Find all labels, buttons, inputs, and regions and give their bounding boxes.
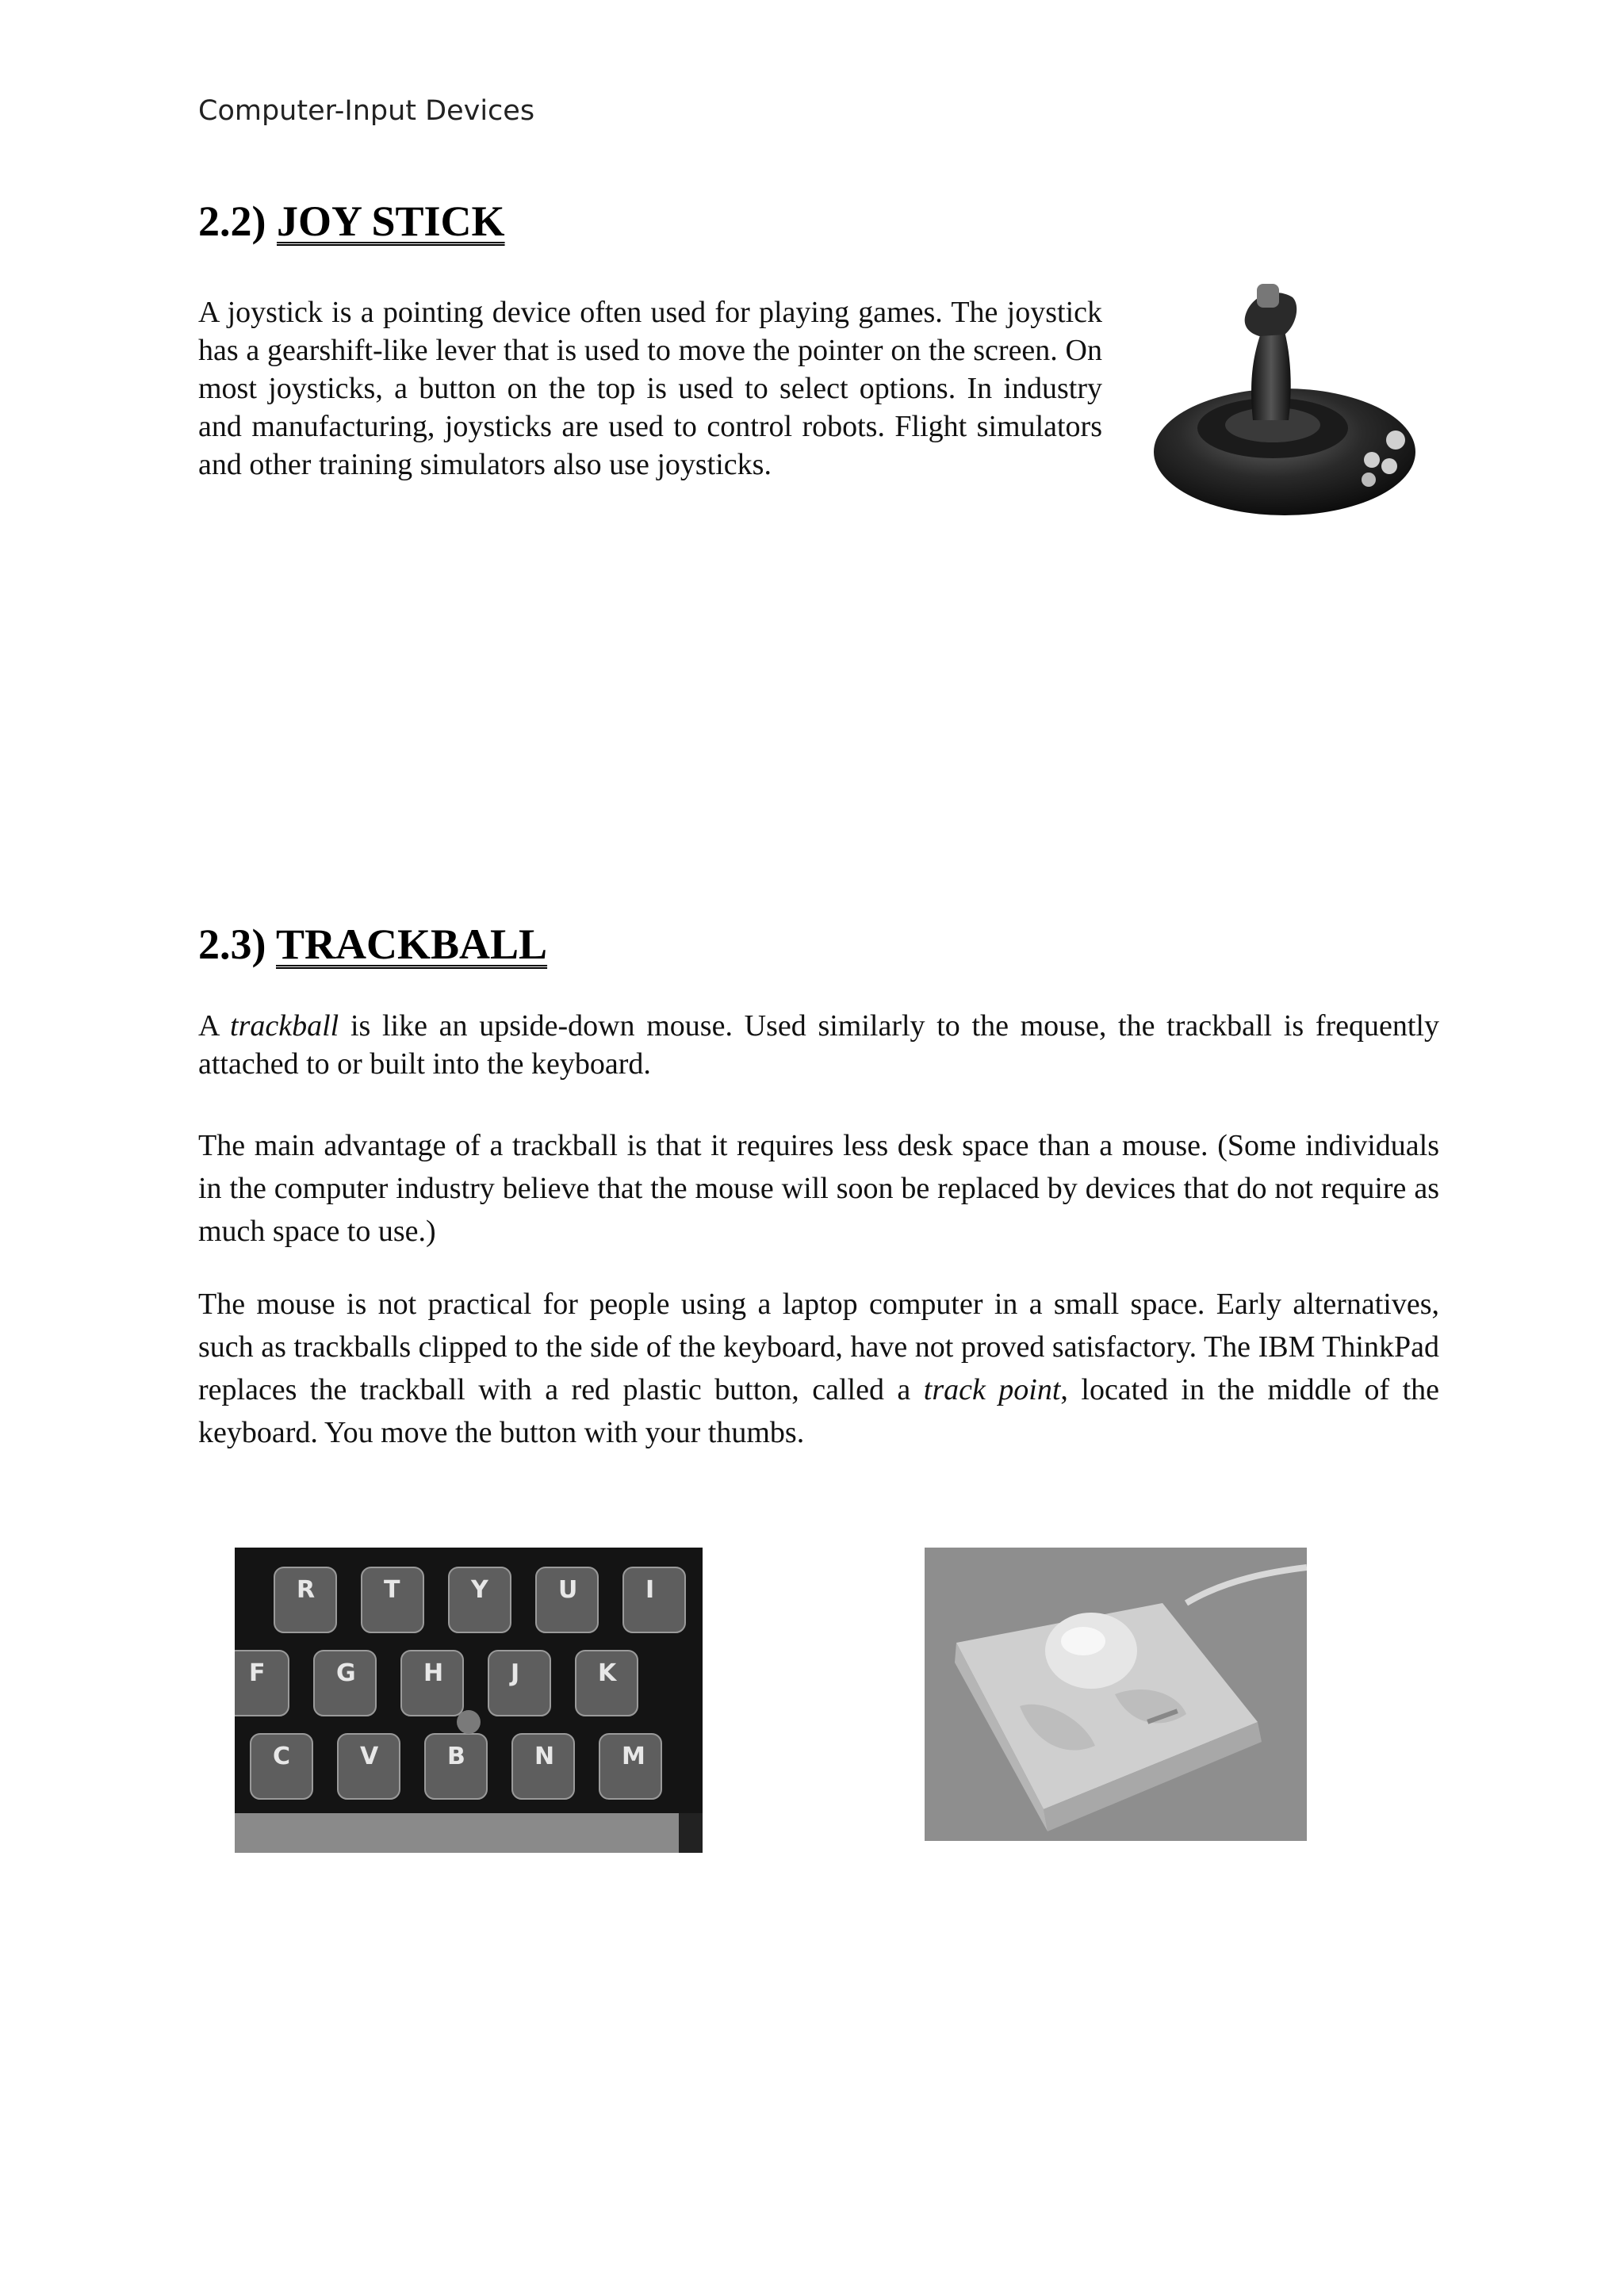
trackball-paragraph-2: The main advantage of a trackball is that it requires less desk space than a mouse. (Some individuals in the computer industry believe that the mouse will soon be replaced by devices that do not require as much space to use.)	[198, 1129, 1439, 1248]
section-title: TRACKBALL	[276, 920, 548, 968]
italic-term: trackball	[230, 1009, 339, 1043]
section-heading-joystick	[198, 197, 505, 246]
text-run: is like an upside-down mouse. Used similarly to the mouse, the trackball is frequently attached to or built into the keyboard.	[198, 1009, 1439, 1081]
text-run: , located in the middle of the keyboard. You move the button with your thumbs.	[198, 1373, 1439, 1449]
keyboard-key-label: F	[249, 1659, 266, 1687]
keyboard-key-label: U	[558, 1576, 578, 1604]
trackball-paragraph-3	[198, 1283, 1439, 1454]
keyboard-key-label: R	[297, 1576, 316, 1604]
keyboard-key-label: K	[598, 1659, 617, 1687]
joystick-image	[1134, 270, 1419, 531]
keyboard-key-label: N	[534, 1743, 555, 1770]
section-title: JOY STICK	[276, 197, 505, 245]
keyboard-key-label: V	[360, 1743, 379, 1770]
trackball-paragraph-1	[198, 1007, 1439, 1083]
trackpoint-icon	[457, 1710, 481, 1734]
keyboard-trackpoint-image	[235, 1548, 703, 1853]
keyboard-key-label: Y	[471, 1576, 488, 1604]
running-header: Computer-Input Devices	[198, 95, 535, 127]
keyboard-key-label: J	[511, 1659, 520, 1687]
keyboard-key-label: B	[447, 1743, 465, 1770]
section-number: 2.3)	[198, 920, 266, 968]
keyboard-key-label: M	[622, 1743, 645, 1770]
italic-term: track point	[923, 1373, 1061, 1406]
keyboard-key-label: I	[645, 1576, 655, 1604]
section-number: 2.2)	[198, 197, 266, 245]
text-run: The mouse is not practical for people using a laptop computer in a small space. Early alternatives, such as trackballs clipped to the side of the keyboard, have not proved satisfactory. The IBM ThinkPad replaces the trackball with a red plastic button, called a	[198, 1288, 1439, 1406]
section-heading-trackball	[198, 920, 547, 969]
text-run: A	[198, 1009, 231, 1043]
keyboard-key-label: H	[423, 1659, 444, 1687]
joystick-paragraph: A joystick is a pointing device often used for playing games. The joystick has a gearshift-like lever that is used to move the pointer on the screen. On most joysticks, a button on the top is used to select options. In industry and manufacturing, joysticks are used to control robots. Flight simulators and other training simulators also use joysticks.	[198, 296, 1102, 481]
keyboard-key-label: T	[384, 1576, 400, 1604]
keyboard-key-label: C	[273, 1743, 291, 1770]
trackball-device-image	[925, 1548, 1307, 1841]
keyboard-key-label: G	[336, 1659, 356, 1687]
